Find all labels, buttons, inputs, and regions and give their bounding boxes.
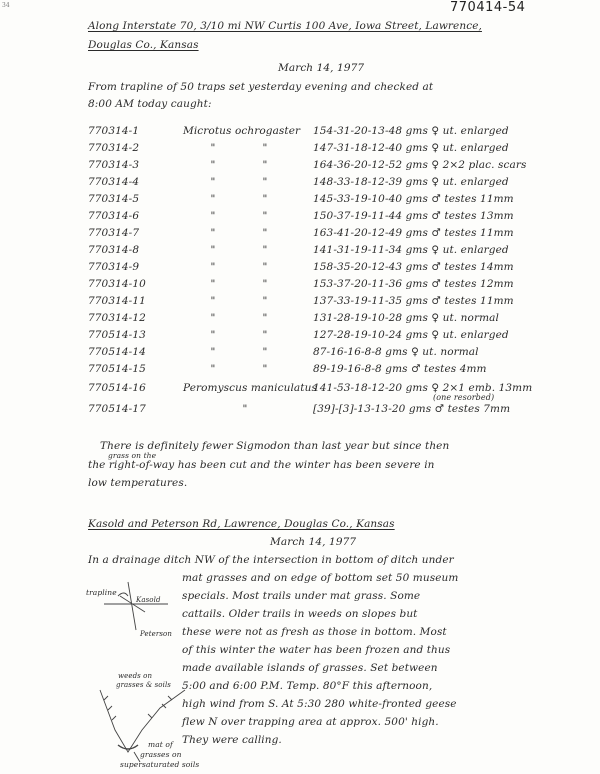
specimen-number: 770314-3: [88, 159, 140, 171]
page-corner-mark: 34: [2, 2, 10, 9]
specimen-measurements: 131-28-19-10-28 gms ♀ ut. normal: [313, 312, 499, 324]
specimen-number: 770314-11: [88, 295, 146, 307]
specimen-measurements: 137-33-19-11-35 gms ♂ testes 11mm: [313, 295, 514, 307]
specimen-measurements: 158-35-20-12-43 gms ♂ testes 14mm: [313, 261, 514, 273]
ditto-mark: ": [210, 210, 216, 222]
field-note-line: 5:00 and 6:00 P.M. Temp. 80°F this afternoon,: [182, 680, 433, 692]
specimen-number: 770314-9: [88, 261, 140, 273]
bottom-label-3: supersaturated soils: [120, 760, 200, 769]
locality-2: Kasold and Peterson Rd, Lawrence, Douglas Co., Kansas: [88, 518, 395, 530]
specimen-number: 770314-5: [88, 193, 140, 205]
specimen-measurements: 89-19-16-8-8 gms ♂ testes 4mm: [313, 363, 487, 375]
catalog-number: 770414-54: [450, 0, 526, 15]
ditto-mark: ": [262, 346, 268, 358]
ditto-mark: ": [262, 363, 268, 375]
specimen-number: 770314-10: [88, 278, 146, 290]
specimen-list: [88, 125, 588, 425]
note-line-3: low temperatures.: [88, 477, 188, 489]
collection-date-1: March 14, 1977: [278, 62, 365, 74]
specimen-measurements: 141-53-18-12-20 gms ♀ 2×1 emb. 13mm: [313, 382, 533, 394]
bottom-label-1: mat of: [148, 740, 173, 749]
specimen-measurements: 87-16-16-8-8 gms ♀ ut. normal: [313, 346, 479, 358]
specimen-measurements: 127-28-19-10-24 gms ♀ ut. enlarged: [313, 329, 509, 341]
bottom-label-2: grasses on: [140, 750, 182, 759]
ditto-mark: ": [242, 403, 248, 415]
ditto-mark: ": [262, 193, 268, 205]
specimen-number: 770514-14: [88, 346, 146, 358]
intro-line-1: From trapline of 50 traps set yesterday evening and checked at: [88, 81, 434, 93]
collection-date-2: March 14, 1977: [270, 536, 357, 548]
field-note-line: cattails. Older trails in weeds on slopes but: [182, 608, 418, 620]
ditto-mark: ": [262, 261, 268, 273]
species-name: Peromyscus maniculatus: [183, 382, 317, 394]
road-label-kasold: Kasold: [136, 596, 161, 604]
ditto-mark: ": [210, 142, 216, 154]
ditto-mark: ": [262, 278, 268, 290]
specimen-number: 770314-6: [88, 210, 140, 222]
slope-label: weeds on: [118, 672, 153, 680]
ditto-mark: ": [210, 261, 216, 273]
field-note-line: of this winter the water has been frozen and thus: [182, 644, 451, 656]
note-line-2: the right-of-way has been cut and the winter has been severe in: [88, 459, 435, 471]
specimen-measurements: 145-33-19-10-40 gms ♂ testes 11mm: [313, 193, 514, 205]
specimen-number: 770314-1: [88, 125, 140, 137]
ditto-mark: ": [210, 227, 216, 239]
specimen-measurements: 164-36-20-12-52 gms ♀ 2×2 plac. scars: [313, 159, 527, 171]
slope-label-2: grasses & soils: [116, 681, 171, 689]
ditto-mark: ": [210, 193, 216, 205]
specimen-measurements: 163-41-20-12-49 gms ♂ testes 11mm: [313, 227, 514, 239]
species-name: Microtus ochrogaster: [183, 125, 301, 137]
specimen-number: 770514-13: [88, 329, 146, 341]
ditto-mark: ": [210, 329, 216, 341]
field-note-line: specials. Most trails under mat grass. Some: [182, 590, 421, 602]
locality-line-2: Douglas Co., Kansas: [88, 39, 199, 51]
field-note-line: made available islands of grasses. Set between: [182, 662, 438, 674]
field-note-line: They were calling.: [182, 734, 282, 746]
ditto-mark: ": [262, 142, 268, 154]
specimen-number: 770514-15: [88, 363, 146, 375]
field-note-line: mat grasses and on edge of bottom set 50 museum: [182, 572, 459, 584]
specimen-measurements: 148-33-18-12-39 gms ♀ ut. enlarged: [313, 176, 509, 188]
road-label-peterson: Peterson: [140, 630, 172, 638]
field-note-line: high wind from S. At 5:30 280 white-fronted geese: [182, 698, 457, 710]
ditto-mark: ": [262, 176, 268, 188]
ditto-mark: ": [262, 227, 268, 239]
ditto-mark: ": [210, 346, 216, 358]
ditto-mark: ": [210, 244, 216, 256]
ditto-mark: ": [210, 295, 216, 307]
specimen-number: 770514-16: [88, 382, 146, 394]
intro-line-2: 8:00 AM today caught:: [88, 98, 212, 110]
ditto-mark: ": [210, 176, 216, 188]
embryo-note: (one resorbed): [433, 393, 495, 402]
ditto-mark: ": [210, 312, 216, 324]
note-line-1: There is definitely fewer Sigmodon than last year but since then: [100, 440, 450, 452]
note-insert: grass on the: [108, 451, 157, 460]
field-note-line: these were not as fresh as those in bottom. Most: [182, 626, 447, 638]
specimen-measurements: 153-37-20-11-36 gms ♂ testes 12mm: [313, 278, 514, 290]
field-note-line: In a drainage ditch NW of the intersection in bottom of ditch under: [88, 554, 454, 566]
specimen-number: 770314-4: [88, 176, 140, 188]
specimen-measurements: 147-31-18-12-40 gms ♀ ut. enlarged: [313, 142, 509, 154]
ditto-mark: ": [262, 244, 268, 256]
specimen-number: 770314-8: [88, 244, 140, 256]
specimen-measurements: 141-31-19-11-34 gms ♀ ut. enlarged: [313, 244, 509, 256]
specimen-measurements: 154-31-20-13-48 gms ♀ ut. enlarged: [313, 125, 509, 137]
ditto-mark: ": [262, 329, 268, 341]
specimen-number: 770314-2: [88, 142, 140, 154]
specimen-number: 770514-17: [88, 403, 146, 415]
specimen-measurements: [39]-[3]-13-13-20 gms ♂ testes 7mm: [313, 403, 511, 415]
ditto-mark: ": [262, 210, 268, 222]
ditto-mark: ": [262, 312, 268, 324]
ditto-mark: ": [210, 159, 216, 171]
trapline-label: trapline: [86, 588, 117, 597]
ditto-mark: ": [210, 363, 216, 375]
specimen-number: 770314-7: [88, 227, 140, 239]
locality-line-1: Along Interstate 70, 3/10 mi NW Curtis 100 Ave, Iowa Street, Lawrence,: [88, 20, 482, 32]
specimen-measurements: 150-37-19-11-44 gms ♂ testes 13mm: [313, 210, 514, 222]
ditto-mark: ": [262, 159, 268, 171]
specimen-number: 770314-12: [88, 312, 146, 324]
ditto-mark: ": [210, 278, 216, 290]
field-note-line: flew N over trapping area at approx. 500' high.: [182, 716, 439, 728]
ditto-mark: ": [262, 295, 268, 307]
